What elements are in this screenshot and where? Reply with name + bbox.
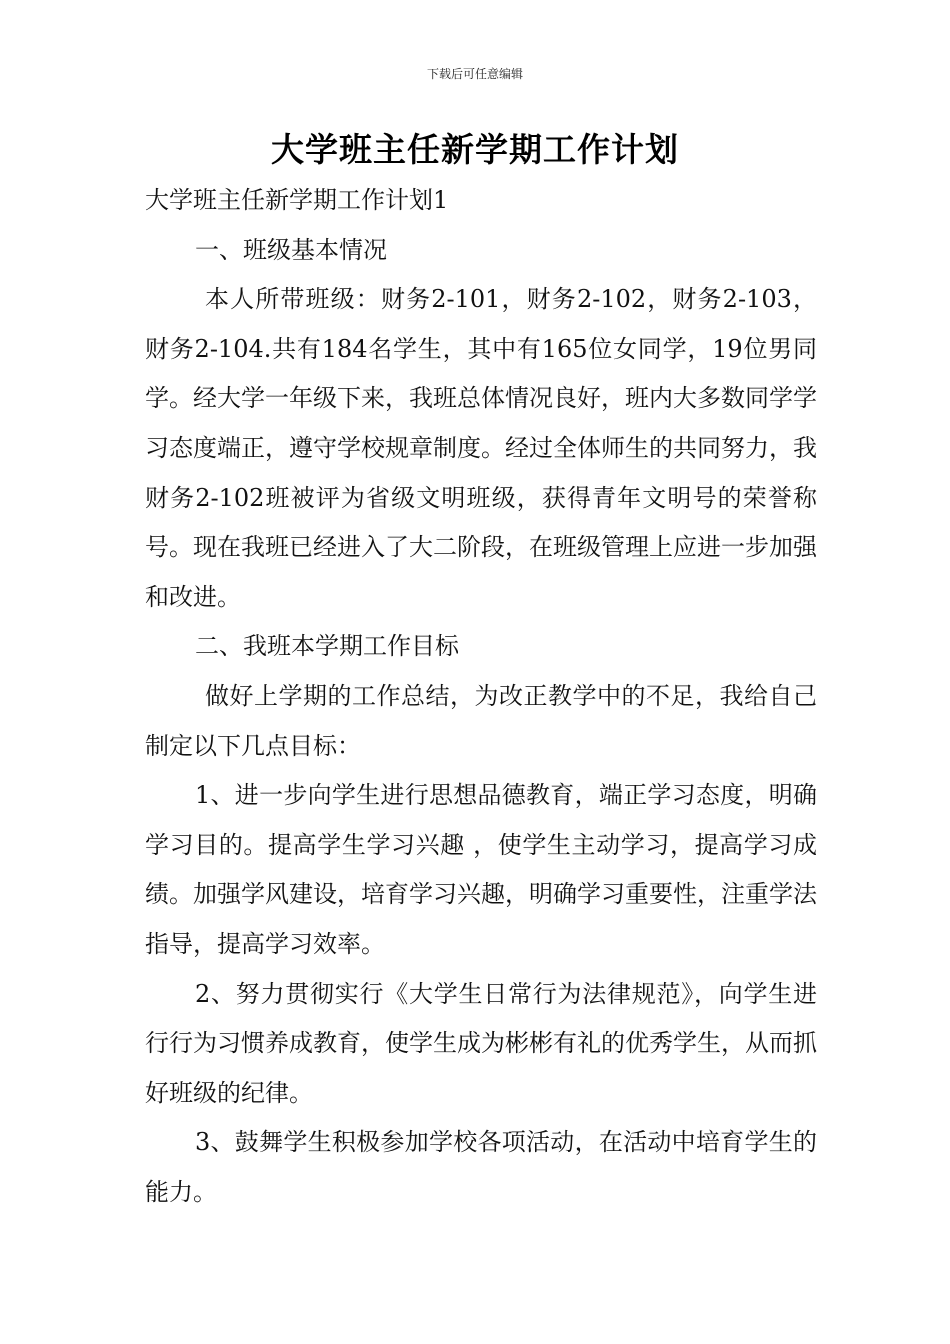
paragraph-class-overview: 本人所带班级：财务2-101，财务2-102，财务2-103，财务2-104.共有184名学生，其中有165位女同学，19位男同学。经大学一年级下来，我班总体情况良好，班内大多数同学学习态度端正，遵守学校规章制度。经过全体师生的共同努力，我财务2-102班被评为省级文明班级，获得青年文明号的荣誉称号。现在我班已经进入了大二阶段，在班级管理上应进一步加强和改进。 xyxy=(145,285,817,611)
header-note: 下载后可任意编辑 xyxy=(426,67,523,81)
goal-item-2: 2、努力贯彻实行《大学生日常行为法律规范》，向学生进行行为习惯养成教育，使学生成为彬彬有礼的优秀学生，从而抓好班级的纪律。 xyxy=(145,979,817,1107)
section-heading-goals: 二、我班本学期工作目标 xyxy=(195,632,459,661)
goal-item-3: 3、鼓舞学生积极参加学校各项活动，在活动中培育学生的能力。 xyxy=(145,1128,817,1206)
document-title: 大学班主任新学期工作计划 xyxy=(271,130,679,169)
goal-item-1: 1、进一步向学生进行思想品德教育，端正学习态度，明确学习目的。提高学生学习兴趣 ，使学生主动学习，提高学习成绩。加强学风建设，培育学习兴趣，明确学习重要性，注重学法指导，提高学习效率。 xyxy=(145,781,817,958)
paragraph-goals-intro: 做好上学期的工作总结，为改正教学中的不足，我给自己制定以下几点目标： xyxy=(145,681,817,760)
document-subtitle: 大学班主任新学期工作计划1 xyxy=(145,186,449,214)
document-body xyxy=(145,176,817,1217)
section-heading-basic-situation: 一、班级基本情况 xyxy=(195,235,387,264)
